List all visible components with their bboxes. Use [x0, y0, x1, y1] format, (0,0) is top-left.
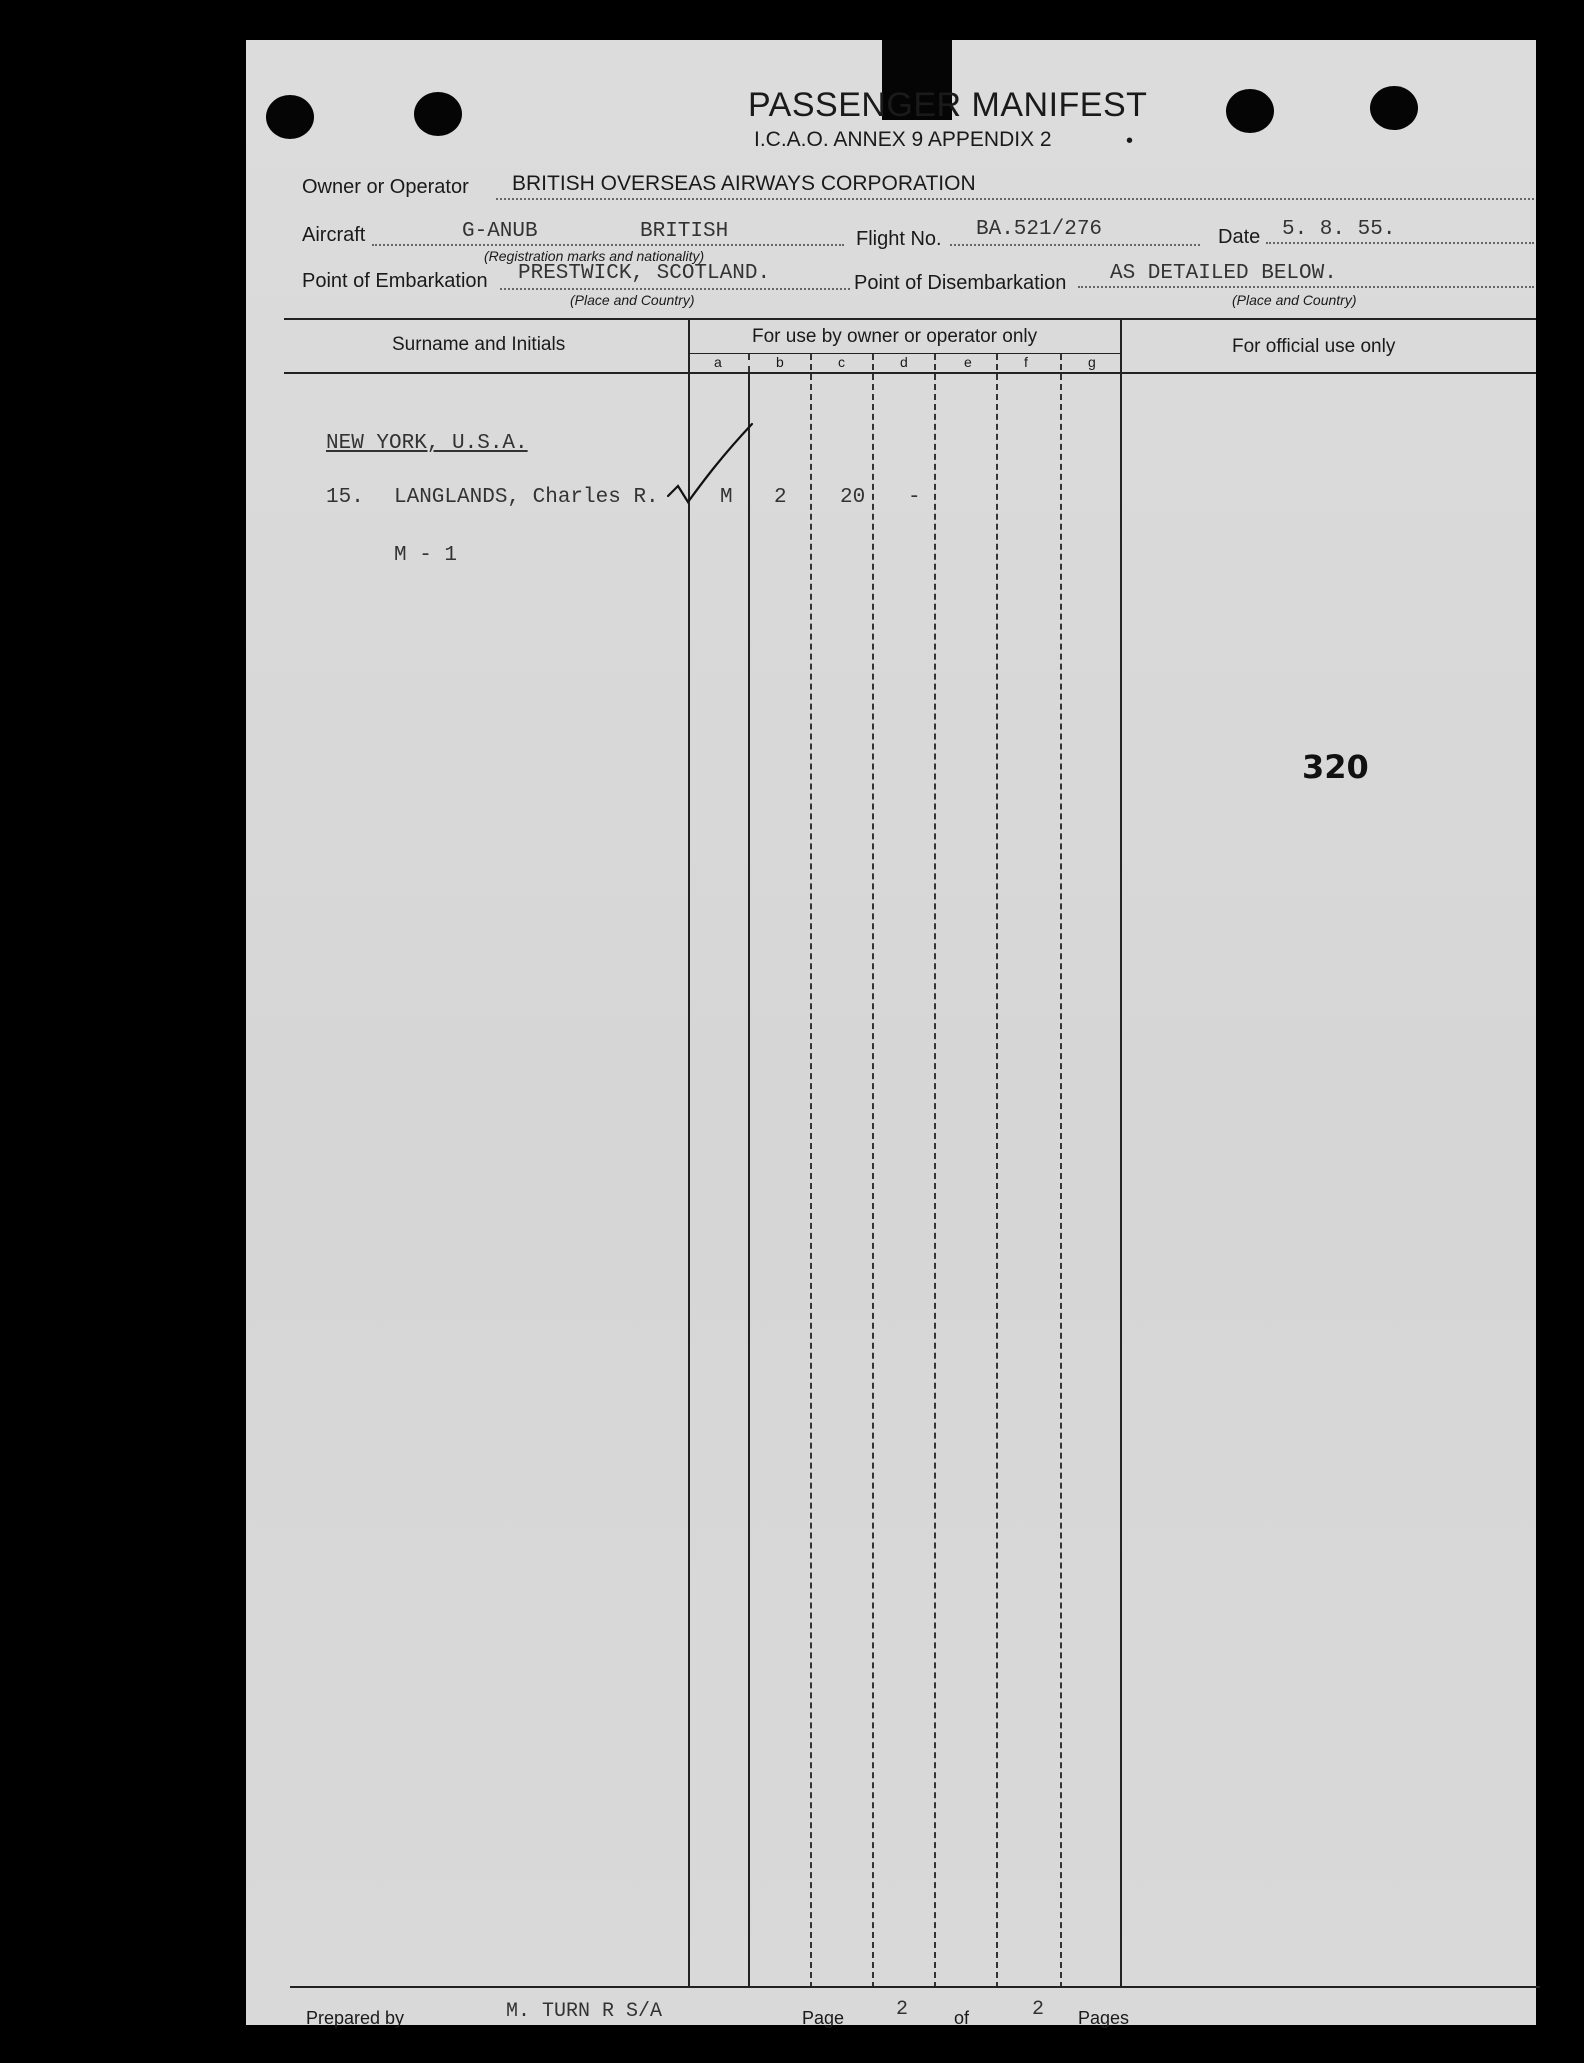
disembark-dotline — [1078, 286, 1534, 288]
col-divider-ab — [748, 372, 750, 1988]
header-surname: Surname and Initials — [392, 334, 566, 355]
table-header-rule — [284, 372, 1536, 374]
flight-dotline — [950, 244, 1200, 246]
embark-value: PRESTWICK, SCOTLAND. — [518, 262, 771, 285]
cell-d: - — [908, 486, 921, 509]
subcol-a: a — [714, 354, 722, 370]
aircraft-nationality: BRITISH — [640, 220, 729, 243]
cell-c: 20 — [840, 486, 866, 509]
owner-label: Owner or Operator — [302, 176, 469, 198]
owner-dotline — [496, 198, 1534, 200]
subcol-f: f — [1024, 354, 1028, 370]
disembark-note: (Place and Country) — [1232, 292, 1357, 308]
page-value: 2 — [896, 1998, 909, 2021]
aircraft-note: (Registration marks and nationality) — [484, 248, 705, 264]
cell-a: M — [720, 486, 733, 509]
table-top-rule — [284, 318, 1536, 320]
official-stamp-number: 320 — [1302, 748, 1369, 786]
owner-value: BRITISH OVERSEAS AIRWAYS CORPORATION — [512, 172, 976, 195]
col-divider-official — [1120, 318, 1122, 1988]
passenger-name: LANGLANDS, Charles R. — [394, 486, 659, 509]
header-official-use: For official use only — [1232, 336, 1396, 357]
col-divider-surname — [688, 318, 690, 1988]
header-owner-use: For use by owner or operator only — [752, 326, 1038, 347]
page-label: Page — [802, 2008, 845, 2028]
col-divider-ef — [996, 354, 998, 1988]
aircraft-label: Aircraft — [302, 224, 366, 246]
aircraft-dotline — [372, 244, 844, 246]
subcol-g: g — [1088, 354, 1096, 370]
subtitle-bullet: • — [1126, 130, 1134, 152]
col-divider-de — [934, 354, 936, 1988]
date-label: Date — [1218, 226, 1261, 248]
footer-rule — [290, 1986, 1540, 1988]
embark-note: (Place and Country) — [570, 292, 695, 308]
disembark-value: AS DETAILED BELOW. — [1110, 262, 1337, 285]
prepared-label: Prepared by — [306, 2008, 405, 2028]
destination-heading: NEW YORK, U.S.A. — [326, 432, 528, 455]
punch-hole-right-2 — [1370, 86, 1418, 130]
manifest-title: PASSENGER MANIFEST — [748, 86, 1148, 124]
punch-hole-left-1 — [266, 95, 314, 139]
embark-label: Point of Embarkation — [302, 270, 488, 292]
aircraft-registration: G-ANUB — [462, 220, 538, 243]
of-label: of — [954, 2008, 970, 2028]
total-pages-value: 2 — [1032, 1998, 1045, 2021]
date-dotline — [1266, 242, 1534, 244]
flight-value: BA.521/276 — [976, 218, 1103, 241]
row-note: M - 1 — [394, 544, 458, 567]
row-number: 15. — [326, 486, 364, 509]
col-divider-cd — [872, 354, 874, 1988]
col-divider-ab-top — [748, 354, 750, 372]
subcol-e: e — [964, 354, 972, 370]
date-value: 5. 8. 55. — [1282, 218, 1396, 241]
punch-hole-right-1 — [1226, 89, 1274, 133]
col-divider-bc — [810, 354, 812, 1988]
subcol-b: b — [776, 354, 784, 370]
manifest-subtitle: I.C.A.O. ANNEX 9 APPENDIX 2 — [754, 128, 1052, 151]
flight-label: Flight No. — [856, 228, 942, 250]
col-divider-fg — [1060, 354, 1062, 1988]
check-mark-icon — [660, 420, 756, 510]
disembark-label: Point of Disembarkation — [854, 272, 1067, 294]
subcol-c: c — [838, 354, 845, 370]
subcol-d: d — [900, 354, 908, 370]
embark-dotline — [500, 288, 850, 290]
cell-b: 2 — [774, 486, 787, 509]
pages-label: Pages — [1078, 2008, 1130, 2028]
punch-hole-left-2 — [414, 92, 462, 136]
prepared-value: M. TURN R S/A — [506, 2000, 663, 2023]
